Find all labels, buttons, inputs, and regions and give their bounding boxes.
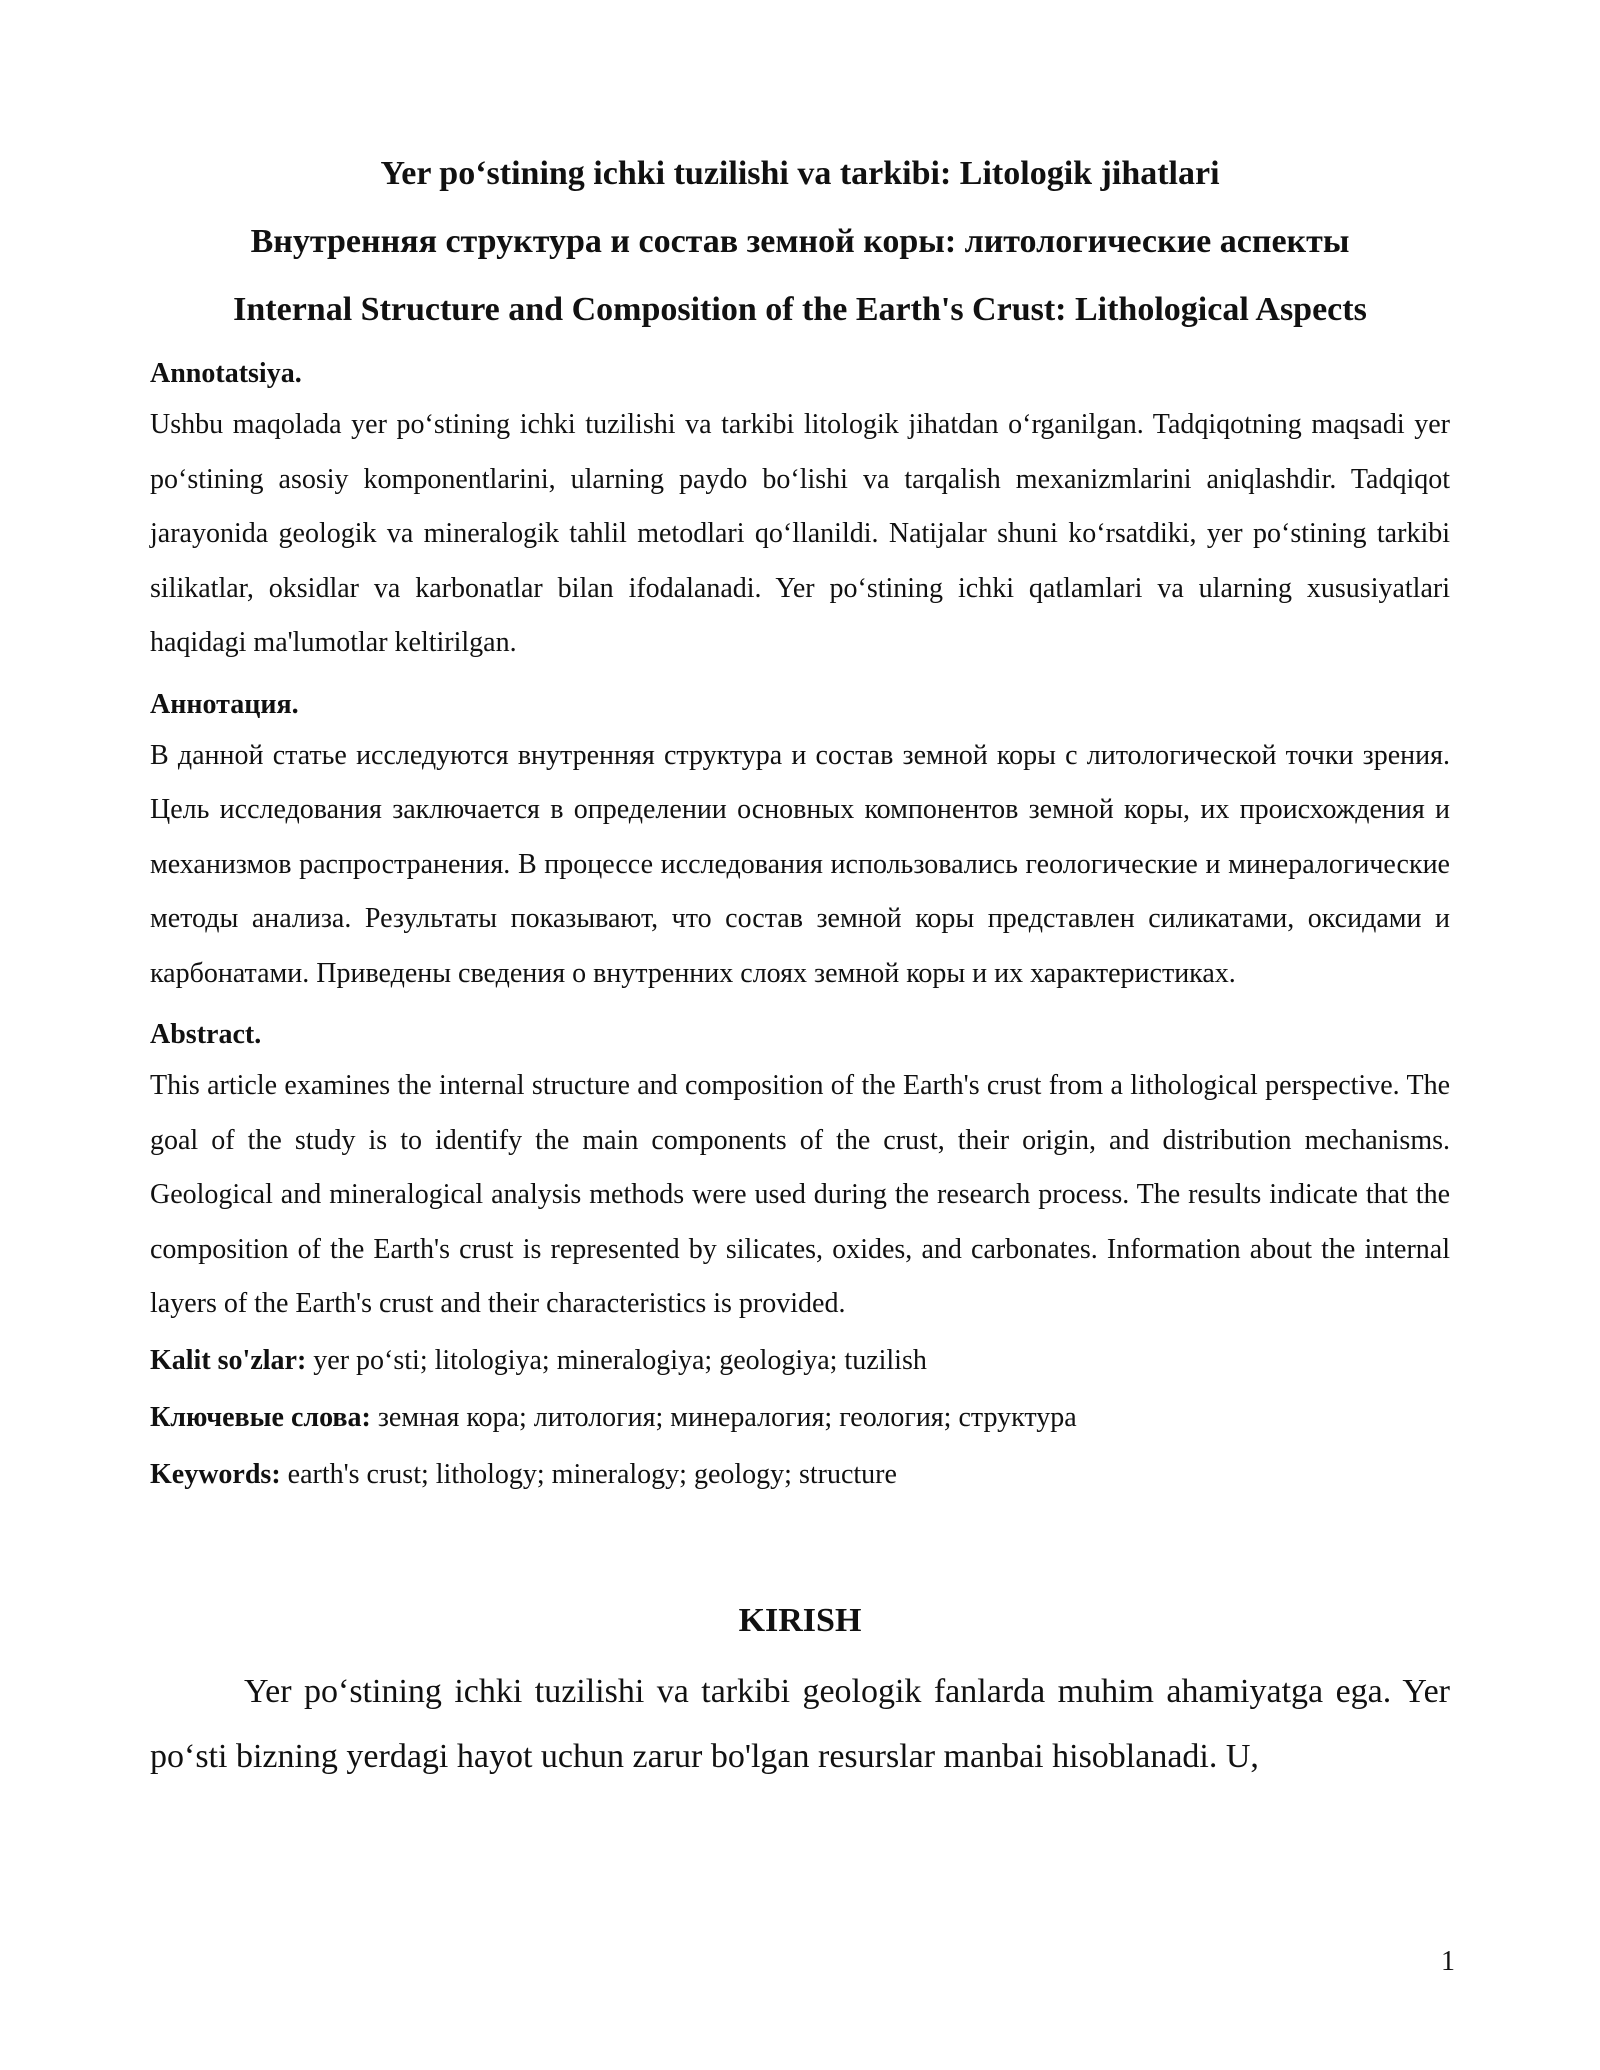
introduction-heading: KIRISH bbox=[738, 1601, 862, 1639]
keywords-russian bbox=[150, 1389, 1450, 1446]
keywords-label-uzbek: Kalit so'zlar: bbox=[150, 1344, 307, 1376]
keywords-uzbek bbox=[150, 1332, 1450, 1389]
abstract-text-russian: В данной статье исследуются внутренняя структура и состав земной коры с литологической точки зрения. Цель исследования заключается в определении основных компонентов земной коры, их происхождения и механизмов распространения. В процессе исследования использовались геологические и минералогические методы анализа. Результаты показывают, что состав земной коры представлен силикатами, оксидами и карбонатами. Приведены сведения о внутренних слоях земной коры и их характеристиках. bbox=[150, 739, 1450, 989]
abstract-heading-uzbek: Annotatsiya. bbox=[150, 358, 302, 389]
introduction-text: Yer po‘stining ichki tuzilishi va tarkibi geologik fanlarda muhim ahamiyatga ega. Yer po‘sti bizning yerdagi hayot uchun zarur bo'lgan resurslar manbai hisoblanadi. U, bbox=[150, 1672, 1450, 1775]
abstract-heading-russian: Аннотация. bbox=[150, 688, 299, 720]
page-number: 1 bbox=[1441, 1946, 1455, 1977]
keywords-label-russian: Ключевые слова: bbox=[150, 1401, 371, 1433]
keywords-value-english: earth's crust; lithology; mineralogy; geology; structure bbox=[280, 1458, 897, 1490]
paper-page bbox=[150, 140, 1450, 1789]
title-uzbek: Yer po‘stining ichki tuzilishi va tarkibi: Litologik jihatlari bbox=[380, 155, 1220, 192]
abstract-text-english: This article examines the internal structure and composition of the Earth's crust from a lithological perspective. The goal of the study is to identify the main components of the crust, their origin, and distribution mechanisms. Geological and mineralogical analysis methods were used during the research process. The results indicate that the composition of the Earth's crust is represented by silicates, oxides, and carbonates. Information about the internal layers of the Earth's crust and their characteristics is provided. bbox=[150, 1070, 1450, 1319]
abstract-text-uzbek: Ushbu maqolada yer po‘stining ichki tuzilishi va tarkibi litologik jihatdan o‘rganilgan. Tadqiqotning maqsadi yer po‘stining asosiy komponentlarini, ularning paydo bo‘lishi va tarqalish mexanizmlarini aniqlashdir. Tadqiqot jarayonida geologik va mineralogik tahlil metodlari qo‘llanildi. Natijalar shuni ko‘rsatdiki, yer po‘stining tarkibi silikatlar, oksidlar va karbonatlar bilan ifodalanadi. Yer po‘stining ichki qatlamlari va ularning xususiyatlari haqidagi ma'lumotlar keltirilgan. bbox=[150, 409, 1450, 658]
keywords-english bbox=[150, 1446, 1450, 1503]
title-english: Internal Structure and Composition of the Earth's Crust: Lithological Aspects bbox=[233, 291, 1367, 328]
keywords-value-uzbek: yer po‘sti; litologiya; mineralogiya; geologiya; tuzilish bbox=[306, 1344, 927, 1376]
abstract-heading-english: Abstract. bbox=[150, 1019, 262, 1050]
title-russian: Внутренняя структура и состав земной коры: литологические аспекты bbox=[250, 223, 1350, 260]
keywords-value-russian: земная кора; литология; минералогия; геология; структура bbox=[370, 1401, 1077, 1433]
keywords-label-english: Keywords: bbox=[150, 1458, 281, 1490]
